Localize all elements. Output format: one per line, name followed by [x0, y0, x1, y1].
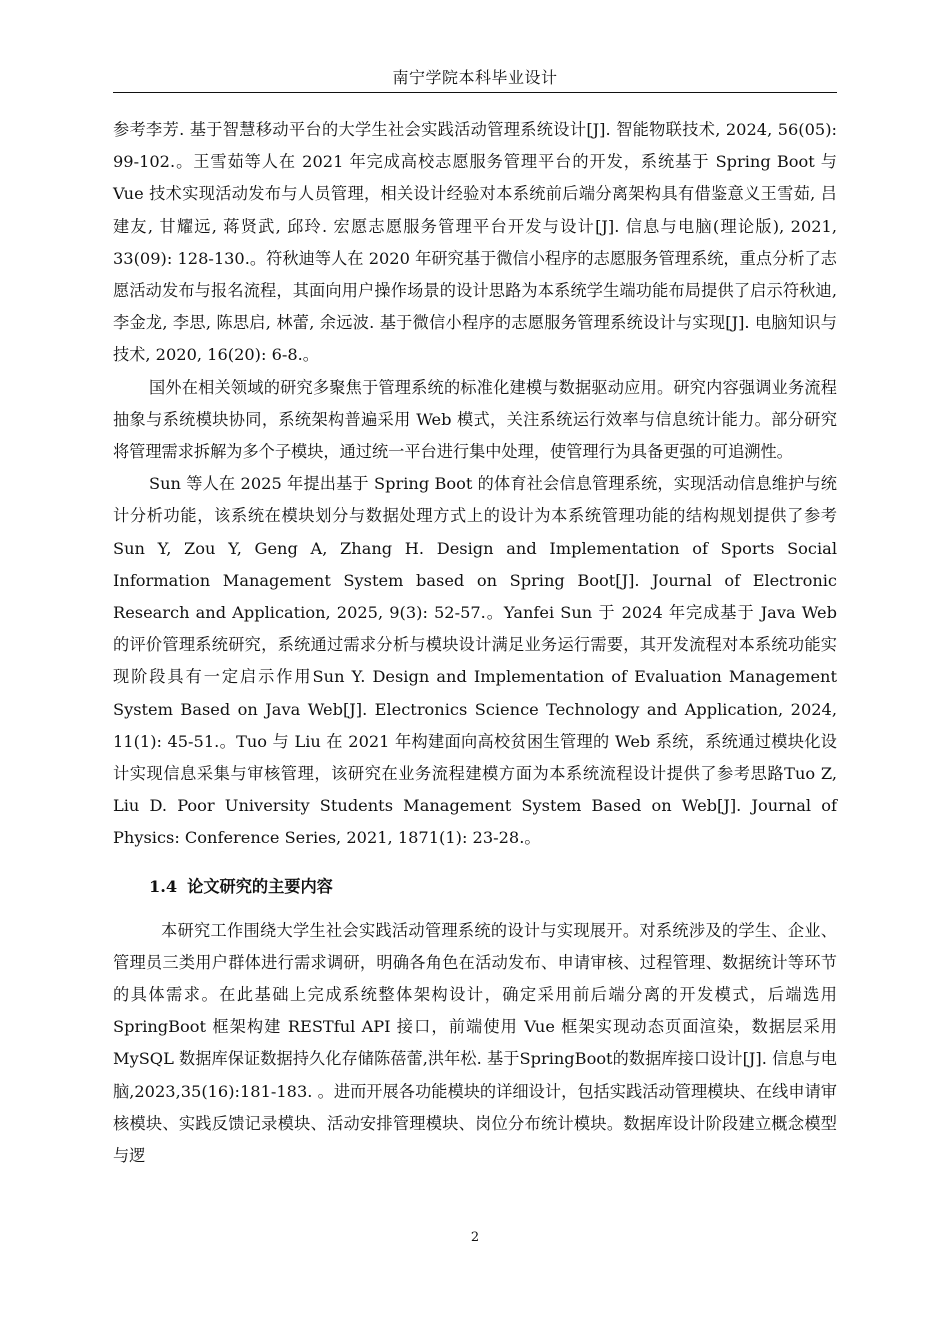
section-title: 论文研究的主要内容	[187, 876, 333, 896]
section-number: 1.4	[149, 876, 178, 896]
body-paragraph-3: Sun 等人在 2025 年提出基于 Spring Boot 的体育社会信息管理系统，实现活动信息维护与统计分析功能，该系统在模块划分与数据处理方式上的设计为本系统管理功能的结构规划提供了参考Sun Y, Zou Y, Geng A, Zhang H. Design and Implementation of Sports Social Information Management System based on Spring Boot[J]. Journal of Electronic Research and Application, 2025, 9(3): 52-57.。Yanfei Sun 于 2024 年完成基于 Java Web 的评价管理系统研究，系统通过需求分析与模块设计满足业务运行需要，其开发流程对本系统功能实现阶段具有一定启示作用Sun Y. Design and Implementation of Evaluation Management System Based on Java Web[J]. Electronics Science Technology and Application, 2024, 11(1): 45-51.。Tuo 与 Liu 在 2021 年构建面向高校贫困生管理的 Web 系统，系统通过模块化设计实现信息采集与审核管理，该研究在业务流程建模方面为本系统流程设计提供了参考思路Tuo Z, Liu D. Poor University Students Management System Based on Web[J]. Journal of Physics: Conference Series, 2021, 1871(1): 23-28.。	[113, 474, 837, 848]
body-paragraph-2: 国外在相关领域的研究多聚焦于管理系统的标准化建模与数据驱动应用。研究内容强调业务流程抽象与系统模块协同，系统架构普遍采用 Web 模式，关注系统运行效率与信息统计能力。部分研究将管理需求拆解为多个子模块，通过统一平台进行集中处理，使管理行为具备更强的可追溯性。	[113, 377, 837, 462]
header-title: 南宁学院本科毕业设计	[392, 68, 558, 87]
document-body	[113, 114, 837, 1172]
section-paragraph: 本研究工作围绕大学生社会实践活动管理系统的设计与实现展开。对系统涉及的学生、企业、管理员三类用户群体进行需求调研，明确各角色在活动发布、申请审核、过程管理、数据统计等环节的具体需求。在此基础上完成系统整体架构设计，确定采用前后端分离的开发模式，后端选用 SpringBoot 框架构建 RESTful API 接口，前端使用 Vue 框架实现动态页面渲染，数据层采用 MySQL 数据库保证数据持久化存储陈蓓蕾,洪年松. 基于SpringBoot的数据库接口设计[J]. 信息与电脑,2023,35(16):181-183. 。进而开展各功能模块的详细设计，包括实践活动管理模块、在线申请审核模块、实践反馈记录模块、活动安排管理模块、岗位分布统计模块。数据库设计阶段建立概念模型与逻	[113, 920, 837, 1166]
page-number: 2	[470, 1230, 480, 1245]
page-header	[113, 64, 837, 93]
section-heading	[149, 871, 837, 903]
body-paragraph-1: 参考李芳. 基于智慧移动平台的大学生社会实践活动管理系统设计[J]. 智能物联技术, 2024, 56(05): 99-102.。王雪茹等人在 2021 年完成高校志愿服务管理平台的开发，系统基于 Spring Boot 与 Vue 技术实现活动发布与人员管理，相关设计经验对本系统前后端分离架构具有借鉴意义王雪茹, 吕建友, 甘耀远, 蒋贤武, 邱玲. 宏愿志愿服务管理平台开发与设计[J]. 信息与电脑(理论版), 2021, 33(09): 128-130.。符秋迪等人在 2020 年研究基于微信小程序的志愿服务管理系统，重点分析了志愿活动发布与报名流程，其面向用户操作场景的设计思路为本系统学生端功能布局提供了启示符秋迪, 李金龙, 李思, 陈思启, 林蕾, 余远波. 基于微信小程序的志愿服务管理系统设计与实现[J]. 电脑知识与技术, 2020, 16(20): 6-8.。	[113, 120, 837, 365]
